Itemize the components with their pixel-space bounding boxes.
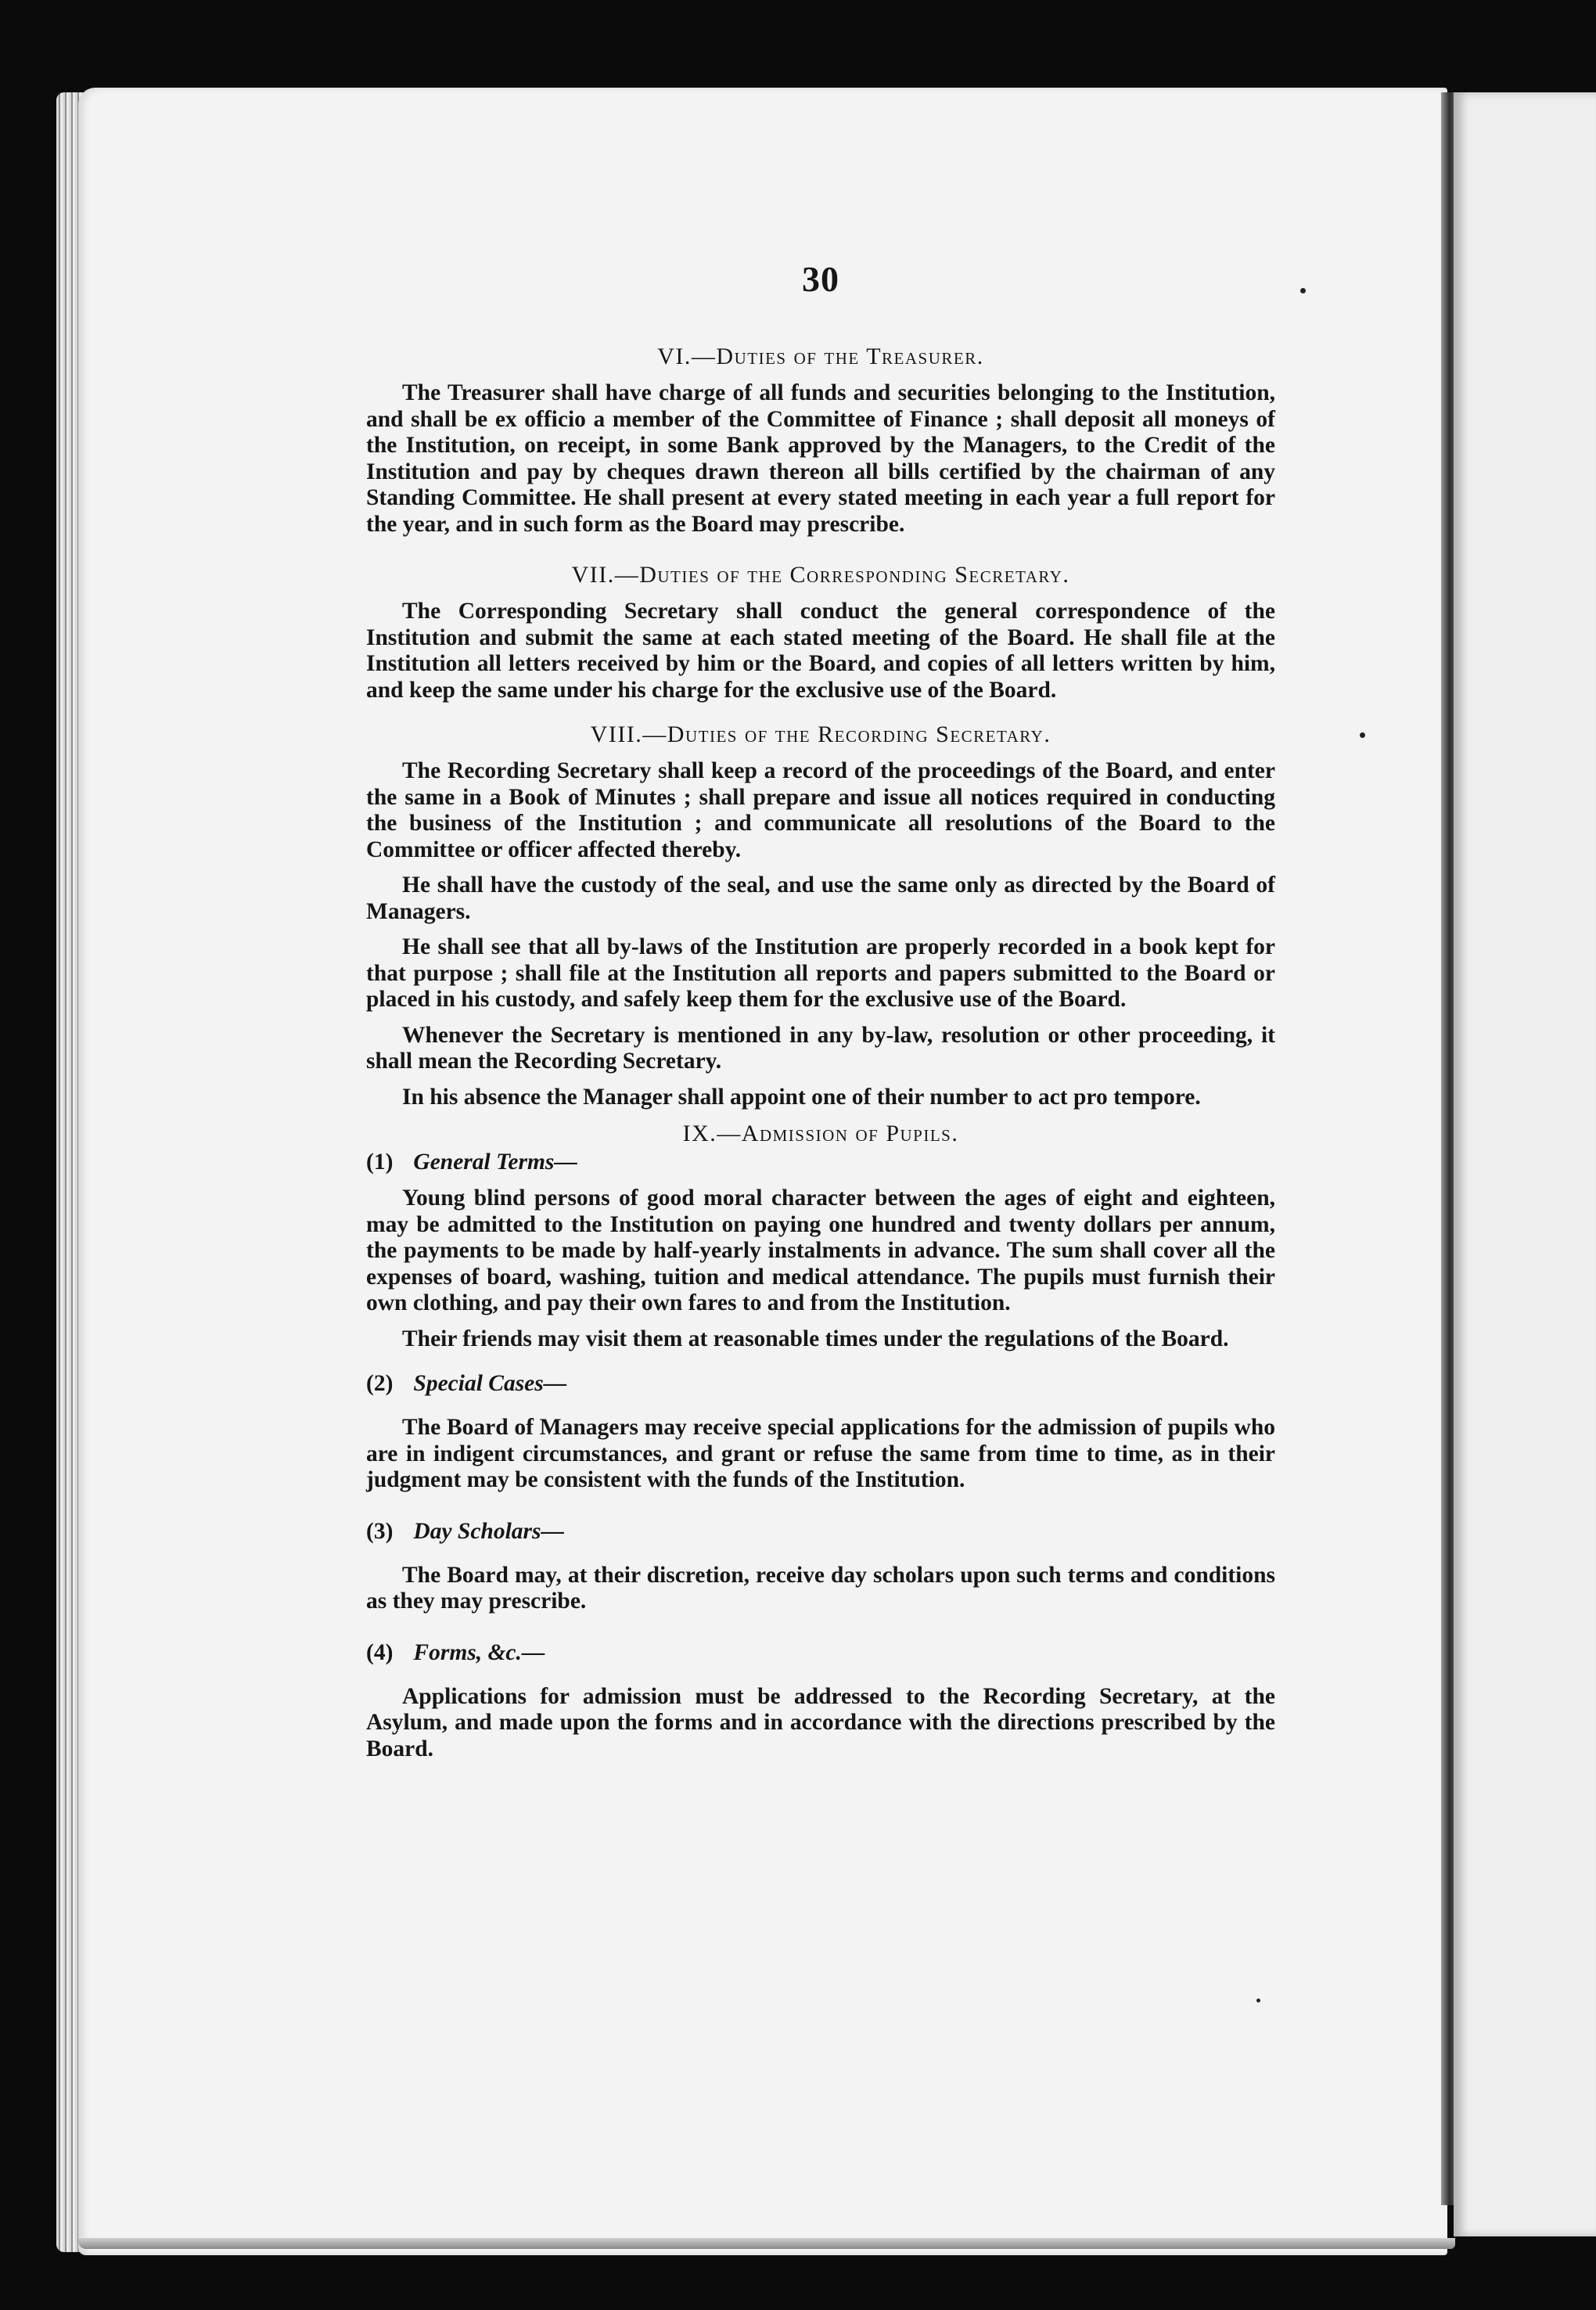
paragraph: He shall have the custody of the seal, and use the same only as directed by the Board of Managers. bbox=[366, 873, 1275, 924]
subsection-number: (4) bbox=[366, 1639, 394, 1665]
subsection-heading bbox=[366, 1639, 1275, 1667]
paragraph: He shall see that all by-laws of the Institution are properly recorded in a book kept for that purpose ; shall file at the Institution all reports and papers submitted to the Board or placed in his custody, and safely keep them for the exclusive use of the Board. bbox=[366, 934, 1275, 1012]
paragraph: The Corresponding Secretary shall conduct the general correspondence of the Institution and submit the same at each stated meeting of the Board. He shall file at the Institution all letters received by him or the Board, and copies of all letters written by him, and keep the same under his charge for the exclusive use of the Board. bbox=[366, 599, 1275, 703]
subsection-title: Day Scholars— bbox=[413, 1518, 564, 1544]
section-heading-recording-secretary: VIII.—Duties of the Recording Secretary. bbox=[590, 721, 1051, 747]
subsection-title: Special Cases— bbox=[413, 1371, 567, 1396]
paragraph: Whenever the Secretary is mentioned in any by-law, resolution or other proceeding, it shall mean the Recording Secretary. bbox=[366, 1022, 1275, 1074]
subsection-heading bbox=[366, 1148, 1275, 1176]
subsection-title: General Terms— bbox=[413, 1150, 577, 1175]
subsection-number: (3) bbox=[366, 1518, 394, 1544]
text-flow bbox=[366, 343, 1275, 1762]
subsection-heading bbox=[366, 1369, 1275, 1398]
subsection-heading bbox=[366, 1517, 1275, 1545]
paragraph: Their friends may visit them at reasonable times under the regulations of the Board. bbox=[402, 1326, 1229, 1351]
page-number: 30 bbox=[802, 259, 839, 299]
subsection-number: (2) bbox=[366, 1371, 394, 1396]
speck bbox=[1256, 1999, 1260, 2002]
speck bbox=[1300, 288, 1306, 293]
paragraph: The Board of Managers may receive special applications for the admission of pupils who are in indigent circumstances, and grant or refuse the same from time to time, as in their judgment may be consistent with the funds of the Institution. bbox=[366, 1415, 1275, 1492]
paragraph: The Treasurer shall have charge of all funds and securities belonging to the Institution, and shall be ex officio a member of the Committee of Finance ; shall deposit all moneys of the Institution, on receipt, in some Bank approved by the Managers, to the Credit of the Institution and pay by cheques drawn thereon all bills certified by the chairman of any Standing Committee. He shall present at every stated meeting in each year a full report for the year, and in such form as the Board may prescribe. bbox=[366, 380, 1275, 537]
section-heading-admission-of-pupils: IX.—Admission of Pupils. bbox=[682, 1121, 959, 1146]
speck bbox=[1360, 732, 1365, 738]
page-bottom-edge bbox=[78, 2238, 1455, 2249]
paragraph: Young blind persons of good moral character between the ages of eight and eighteen, may be admitted to the Institution on paying one hundred and twenty dollars per annum, the payments to be made by half-yearly instalments in advance. The sum shall cover all the expenses of board, washing, tuition and medical attendance. The pupils must furnish their own clothing, and pay their own fares to and from the Institution. bbox=[366, 1186, 1275, 1315]
subsection-number: (1) bbox=[366, 1150, 394, 1175]
subsection-title: Forms, &c.— bbox=[413, 1639, 545, 1665]
paragraph: In his absence the Manager shall appoint one of their number to act pro tempore. bbox=[402, 1084, 1201, 1110]
section-heading-treasurer: VI.—Duties of the Treasurer. bbox=[657, 344, 984, 369]
section-heading-corresponding-secretary: VII.—Duties of the Corresponding Secretary. bbox=[571, 562, 1070, 588]
facing-page-edge bbox=[1454, 92, 1596, 2236]
paragraph: Applications for admission must be addressed to the Recording Secretary, at the Asylum, and made upon the forms and in accordance with the directions prescribed by the Board. bbox=[366, 1683, 1275, 1761]
paragraph: The Recording Secretary shall keep a record of the proceedings of the Board, and enter the same in a Book of Minutes ; shall prepare and issue all notices required in conducting the business of the Institution ; and communicate all resolutions of the Board to the Committee or officer affected thereby. bbox=[366, 758, 1275, 862]
paragraph: The Board may, at their discretion, receive day scholars upon such terms and conditions as they may prescribe. bbox=[366, 1562, 1275, 1614]
